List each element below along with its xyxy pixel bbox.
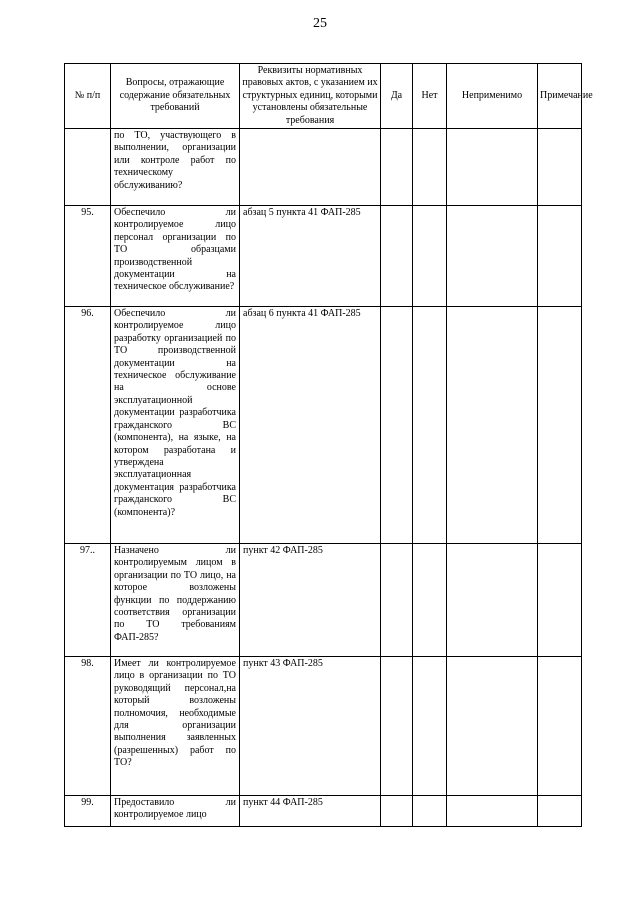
table-row bbox=[65, 206, 582, 307]
cell-not-applicable[interactable] bbox=[447, 307, 538, 544]
cell-no[interactable] bbox=[413, 129, 447, 206]
cell-yes[interactable] bbox=[381, 307, 413, 544]
cell-note[interactable] bbox=[538, 307, 582, 544]
cell-not-applicable[interactable] bbox=[447, 206, 538, 307]
row-question: Имеет ли контролируемое лицо в организации по ТО руководящий персонал,на который возложены полномочия, необходимые для организации выполнения заявленных (разрешенных) работ по ТО? bbox=[111, 657, 240, 796]
cell-no[interactable] bbox=[413, 206, 447, 307]
row-number: 98. bbox=[65, 657, 111, 796]
header-note: Примечание bbox=[538, 64, 582, 129]
cell-note[interactable] bbox=[538, 206, 582, 307]
cell-no[interactable] bbox=[413, 307, 447, 544]
row-requisites: абзац 5 пункта 41 ФАП-285 bbox=[240, 206, 381, 307]
cell-not-applicable[interactable] bbox=[447, 796, 538, 827]
row-question: Назначено ли контролируемым лицом в организации по ТО лицо, на которое возложены функции по поддержанию соответствия организации по ТО требованиям ФАП-285? bbox=[111, 544, 240, 657]
cell-yes[interactable] bbox=[381, 544, 413, 657]
table-row bbox=[65, 544, 582, 657]
header-no: Нет bbox=[413, 64, 447, 129]
row-requisites bbox=[240, 129, 381, 206]
row-question: Обеспечило ли контролируемое лицо персонал организации по ТО образцами производственной документации на техническое обслуживание? bbox=[111, 206, 240, 307]
page-number: 25 bbox=[313, 16, 327, 31]
row-question: Предоставило ли контролируемое лицо bbox=[111, 796, 240, 827]
cell-yes[interactable] bbox=[381, 129, 413, 206]
header-not-applicable: Неприменимо bbox=[447, 64, 538, 129]
cell-not-applicable[interactable] bbox=[447, 544, 538, 657]
header-requisites: Реквизиты нормативных правовых актов, с указанием их структурных единиц, которыми установлены обязательные требования bbox=[240, 64, 381, 129]
cell-not-applicable[interactable] bbox=[447, 129, 538, 206]
header-question: Вопросы, отражающие содержание обязательных требований bbox=[111, 64, 240, 129]
table-row bbox=[65, 657, 582, 796]
row-question: по ТО, участвующего в выполнении, организации или контроле работ по техническому обслуживанию? bbox=[111, 129, 240, 206]
row-requisites: абзац 6 пункта 41 ФАП-285 bbox=[240, 307, 381, 544]
row-number bbox=[65, 129, 111, 206]
cell-yes[interactable] bbox=[381, 657, 413, 796]
cell-no[interactable] bbox=[413, 544, 447, 657]
row-requisites: пункт 43 ФАП-285 bbox=[240, 657, 381, 796]
row-requisites: пункт 42 ФАП-285 bbox=[240, 544, 381, 657]
cell-note[interactable] bbox=[538, 796, 582, 827]
row-requisites: пункт 44 ФАП-285 bbox=[240, 796, 381, 827]
cell-note[interactable] bbox=[538, 129, 582, 206]
cell-not-applicable[interactable] bbox=[447, 657, 538, 796]
checklist-table bbox=[64, 63, 593, 827]
header-yes: Да bbox=[381, 64, 413, 129]
table-row bbox=[65, 307, 582, 544]
cell-yes[interactable] bbox=[381, 206, 413, 307]
cell-note[interactable] bbox=[538, 657, 582, 796]
cell-note[interactable] bbox=[538, 544, 582, 657]
row-question: Обеспечило ли контролируемое лицо разработку организацией по ТО производственной документации на техническое обслуживание на основе эксплуатационной документации разработчика гражданского ВС (компонента), на языке, на котором разработана и утверждена эксплуатационная документация разработчика гражданского ВС (компонента)? bbox=[111, 307, 240, 544]
row-number: 95. bbox=[65, 206, 111, 307]
cell-no[interactable] bbox=[413, 657, 447, 796]
table-row bbox=[65, 129, 582, 206]
table-row bbox=[65, 796, 582, 827]
cell-yes[interactable] bbox=[381, 796, 413, 827]
row-number: 97.. bbox=[65, 544, 111, 657]
table-header-row bbox=[65, 64, 582, 129]
header-num: № п/п bbox=[65, 64, 111, 129]
row-number: 99. bbox=[65, 796, 111, 827]
cell-no[interactable] bbox=[413, 796, 447, 827]
row-number: 96. bbox=[65, 307, 111, 544]
